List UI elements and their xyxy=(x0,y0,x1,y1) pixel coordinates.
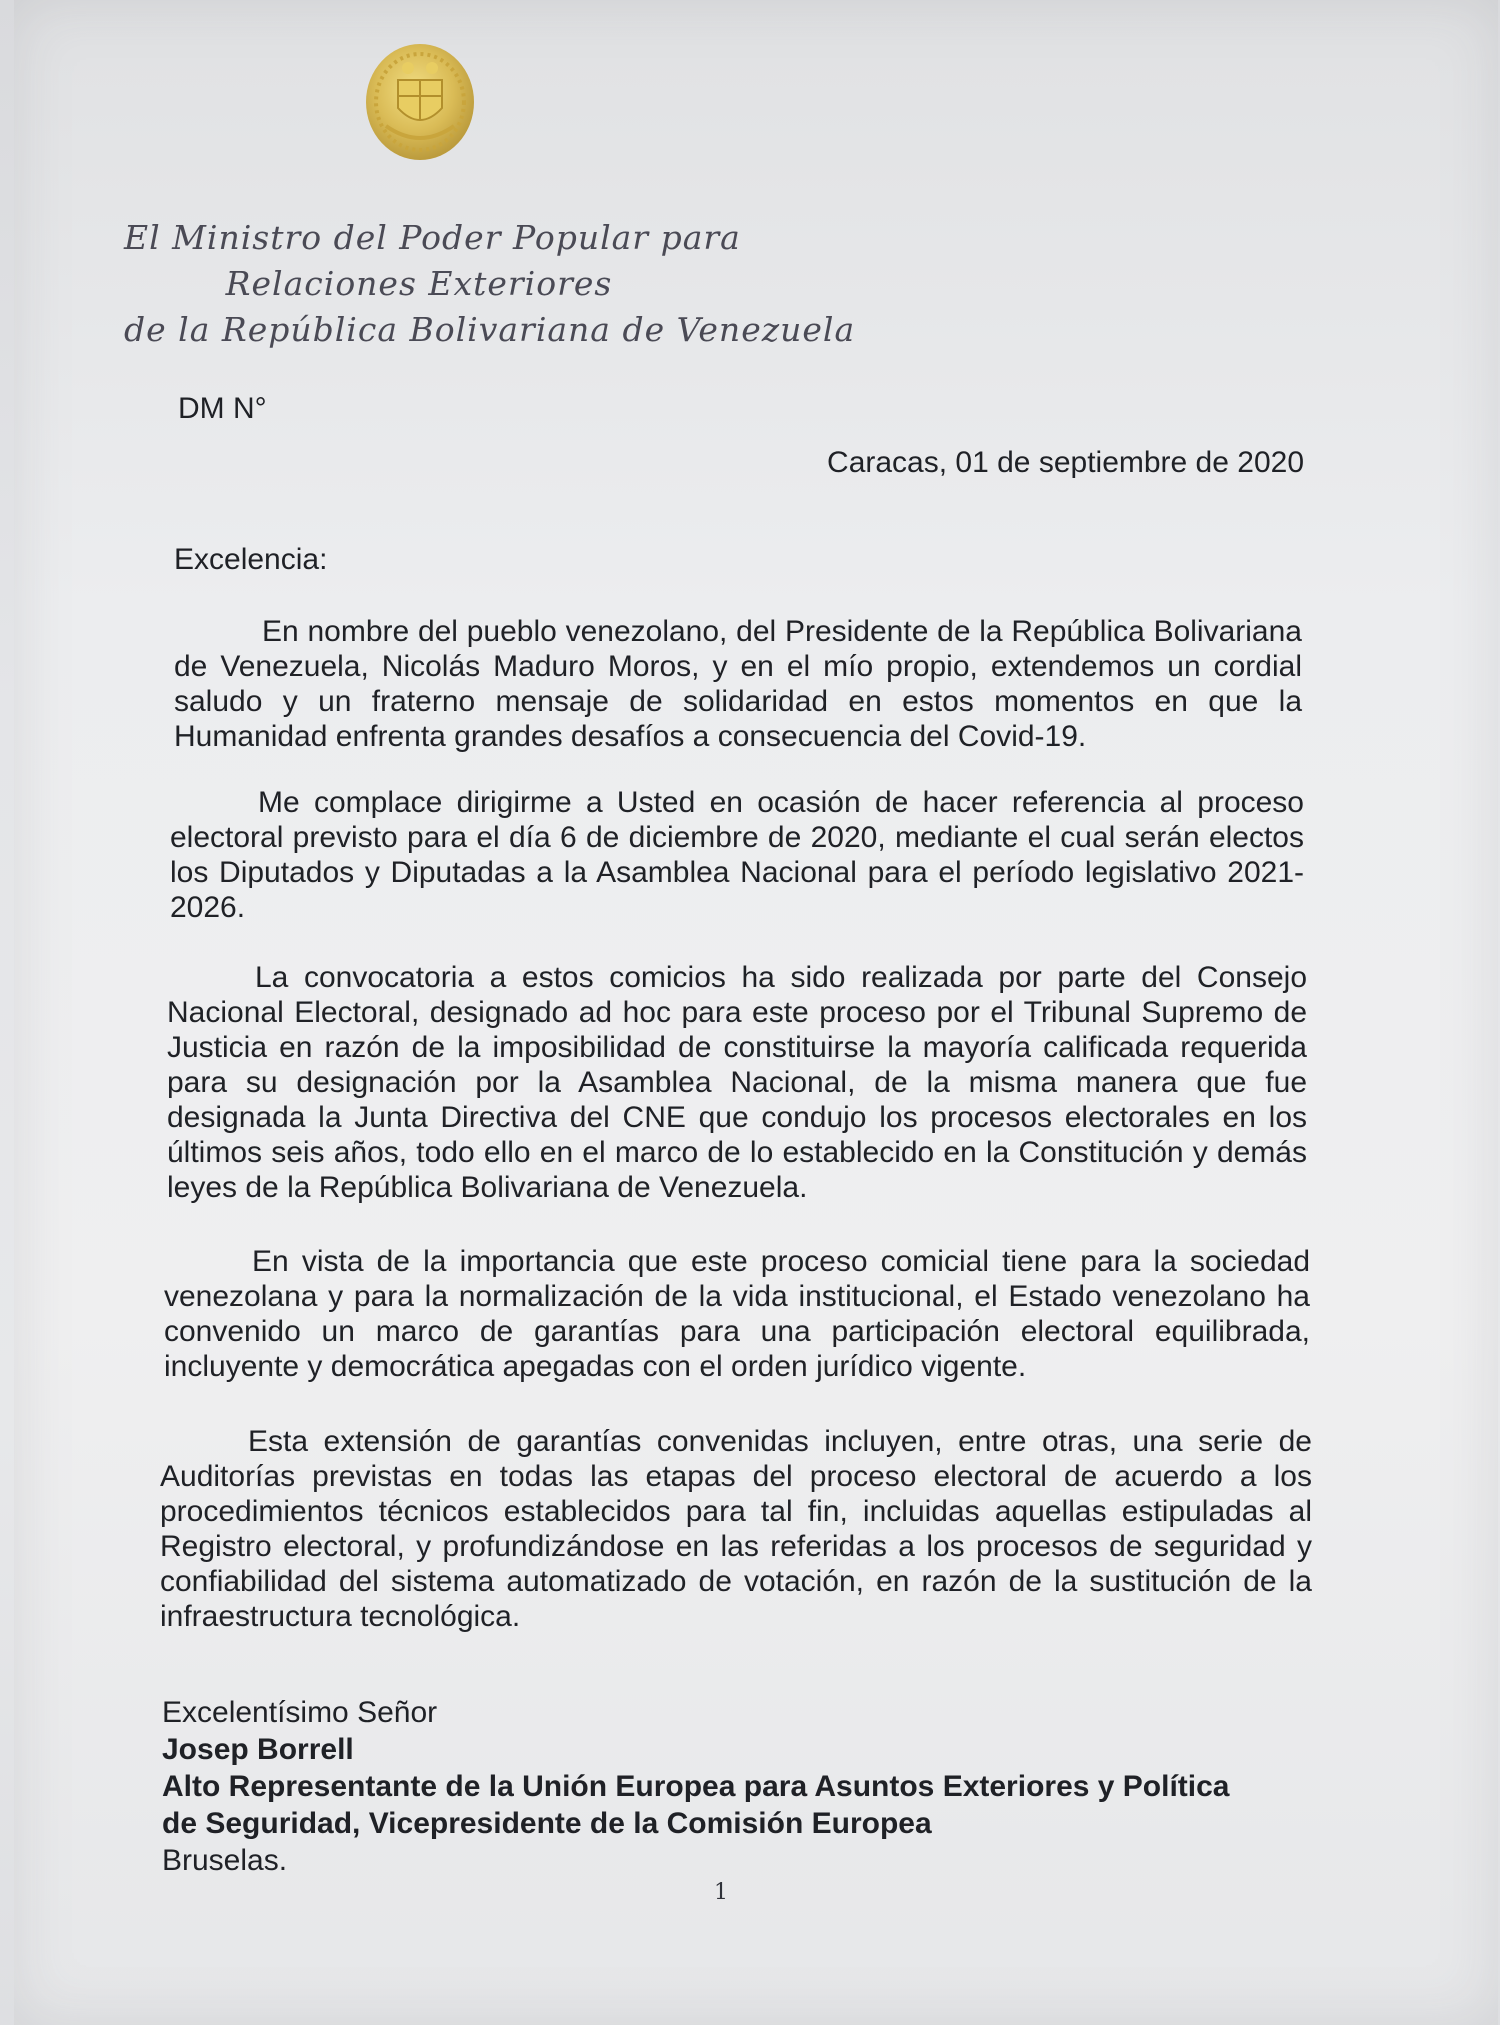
paragraph-4 xyxy=(164,1244,1310,1384)
document-reference: DM N° xyxy=(178,392,267,425)
page-number: 1 xyxy=(714,1880,728,1905)
paragraph-2-text: Me complace dirigirme a Usted en ocasión de hacer referencia al proceso electoral previsto para el día 6 de diciembre de 2020, mediante el cual serán electos los Diputados y Diputadas a la Asamblea Nacional para el período legislativo 2021-2026. xyxy=(170,786,1304,924)
salutation: Excelencia: xyxy=(174,543,328,576)
ministry-line-2: Relaciones Exteriores xyxy=(225,264,613,303)
letter-date: Caracas, 01 de septiembre de 2020 xyxy=(827,446,1304,479)
paragraph-1 xyxy=(174,614,1302,754)
recipient-title-line-2: de Seguridad, Vicepresidente de la Comisión Europea xyxy=(162,1807,932,1840)
paragraph-5 xyxy=(160,1424,1312,1634)
letter-page xyxy=(14,0,1498,2025)
recipient-name: Josep Borrell xyxy=(162,1733,354,1766)
recipient-honorific: Excelentísimo Señor xyxy=(162,1696,438,1729)
ministry-line-1: El Ministro del Poder Popular para xyxy=(124,218,741,257)
recipient-title-line-1: Alto Representante de la Unión Europea para Asuntos Exteriores y Política xyxy=(162,1770,1230,1803)
paragraph-4-text: En vista de la importancia que este proceso comicial tiene para la sociedad venezolana y para la normalización de la vida institucional, el Estado venezolano ha convenido un marco de garantías para una participación electoral equilibrada, incluyente y democrática apegadas con el orden jurídico vigente. xyxy=(164,1245,1310,1383)
paragraph-3-text: La convocatoria a estos comicios ha sido realizada por parte del Consejo Nacional Electoral, designado ad hoc para este proceso por el Tribunal Supremo de Justicia en razón de la imposibilidad de constituirse la mayoría calificada requerida para su designación por la Asamblea Nacional, de la misma manera que fue designada la Junta Directiva del CNE que condujo los procesos electorales en los últimos seis años, todo ello en el marco de lo establecido en la Constitución y demás leyes de la República Bolivariana de Venezuela. xyxy=(167,961,1307,1204)
coat-of-arms-seal-icon xyxy=(360,38,480,164)
ministry-line-3: de la República Bolivariana de Venezuela xyxy=(124,310,856,349)
paragraph-3 xyxy=(167,960,1307,1205)
paragraph-1-text: En nombre del pueblo venezolano, del Presidente de la República Bolivariana de Venezuela, Nicolás Maduro Moros, y en el mío propio, extendemos un cordial saludo y un fraterno mensaje de solidaridad en estos momentos en que la Humanidad enfrenta grandes desafíos a consecuencia del Covid-19. xyxy=(174,615,1302,753)
recipient-block xyxy=(162,1694,1230,1879)
ministry-letterhead xyxy=(124,215,856,353)
paragraph-2 xyxy=(170,785,1304,925)
paragraph-5-text: Esta extensión de garantías convenidas incluyen, entre otras, una serie de Auditorías previstas en todas las etapas del proceso electoral de acuerdo a los procedimientos técnicos establecidos para tal fin, incluidas aquellas estipuladas al Registro electoral, y profundizándose en las referidas a los procesos de seguridad y confiabilidad del sistema automatizado de votación, en razón de la sustitución de la infraestructura tecnológica. xyxy=(160,1425,1312,1633)
recipient-city: Bruselas. xyxy=(162,1844,288,1877)
